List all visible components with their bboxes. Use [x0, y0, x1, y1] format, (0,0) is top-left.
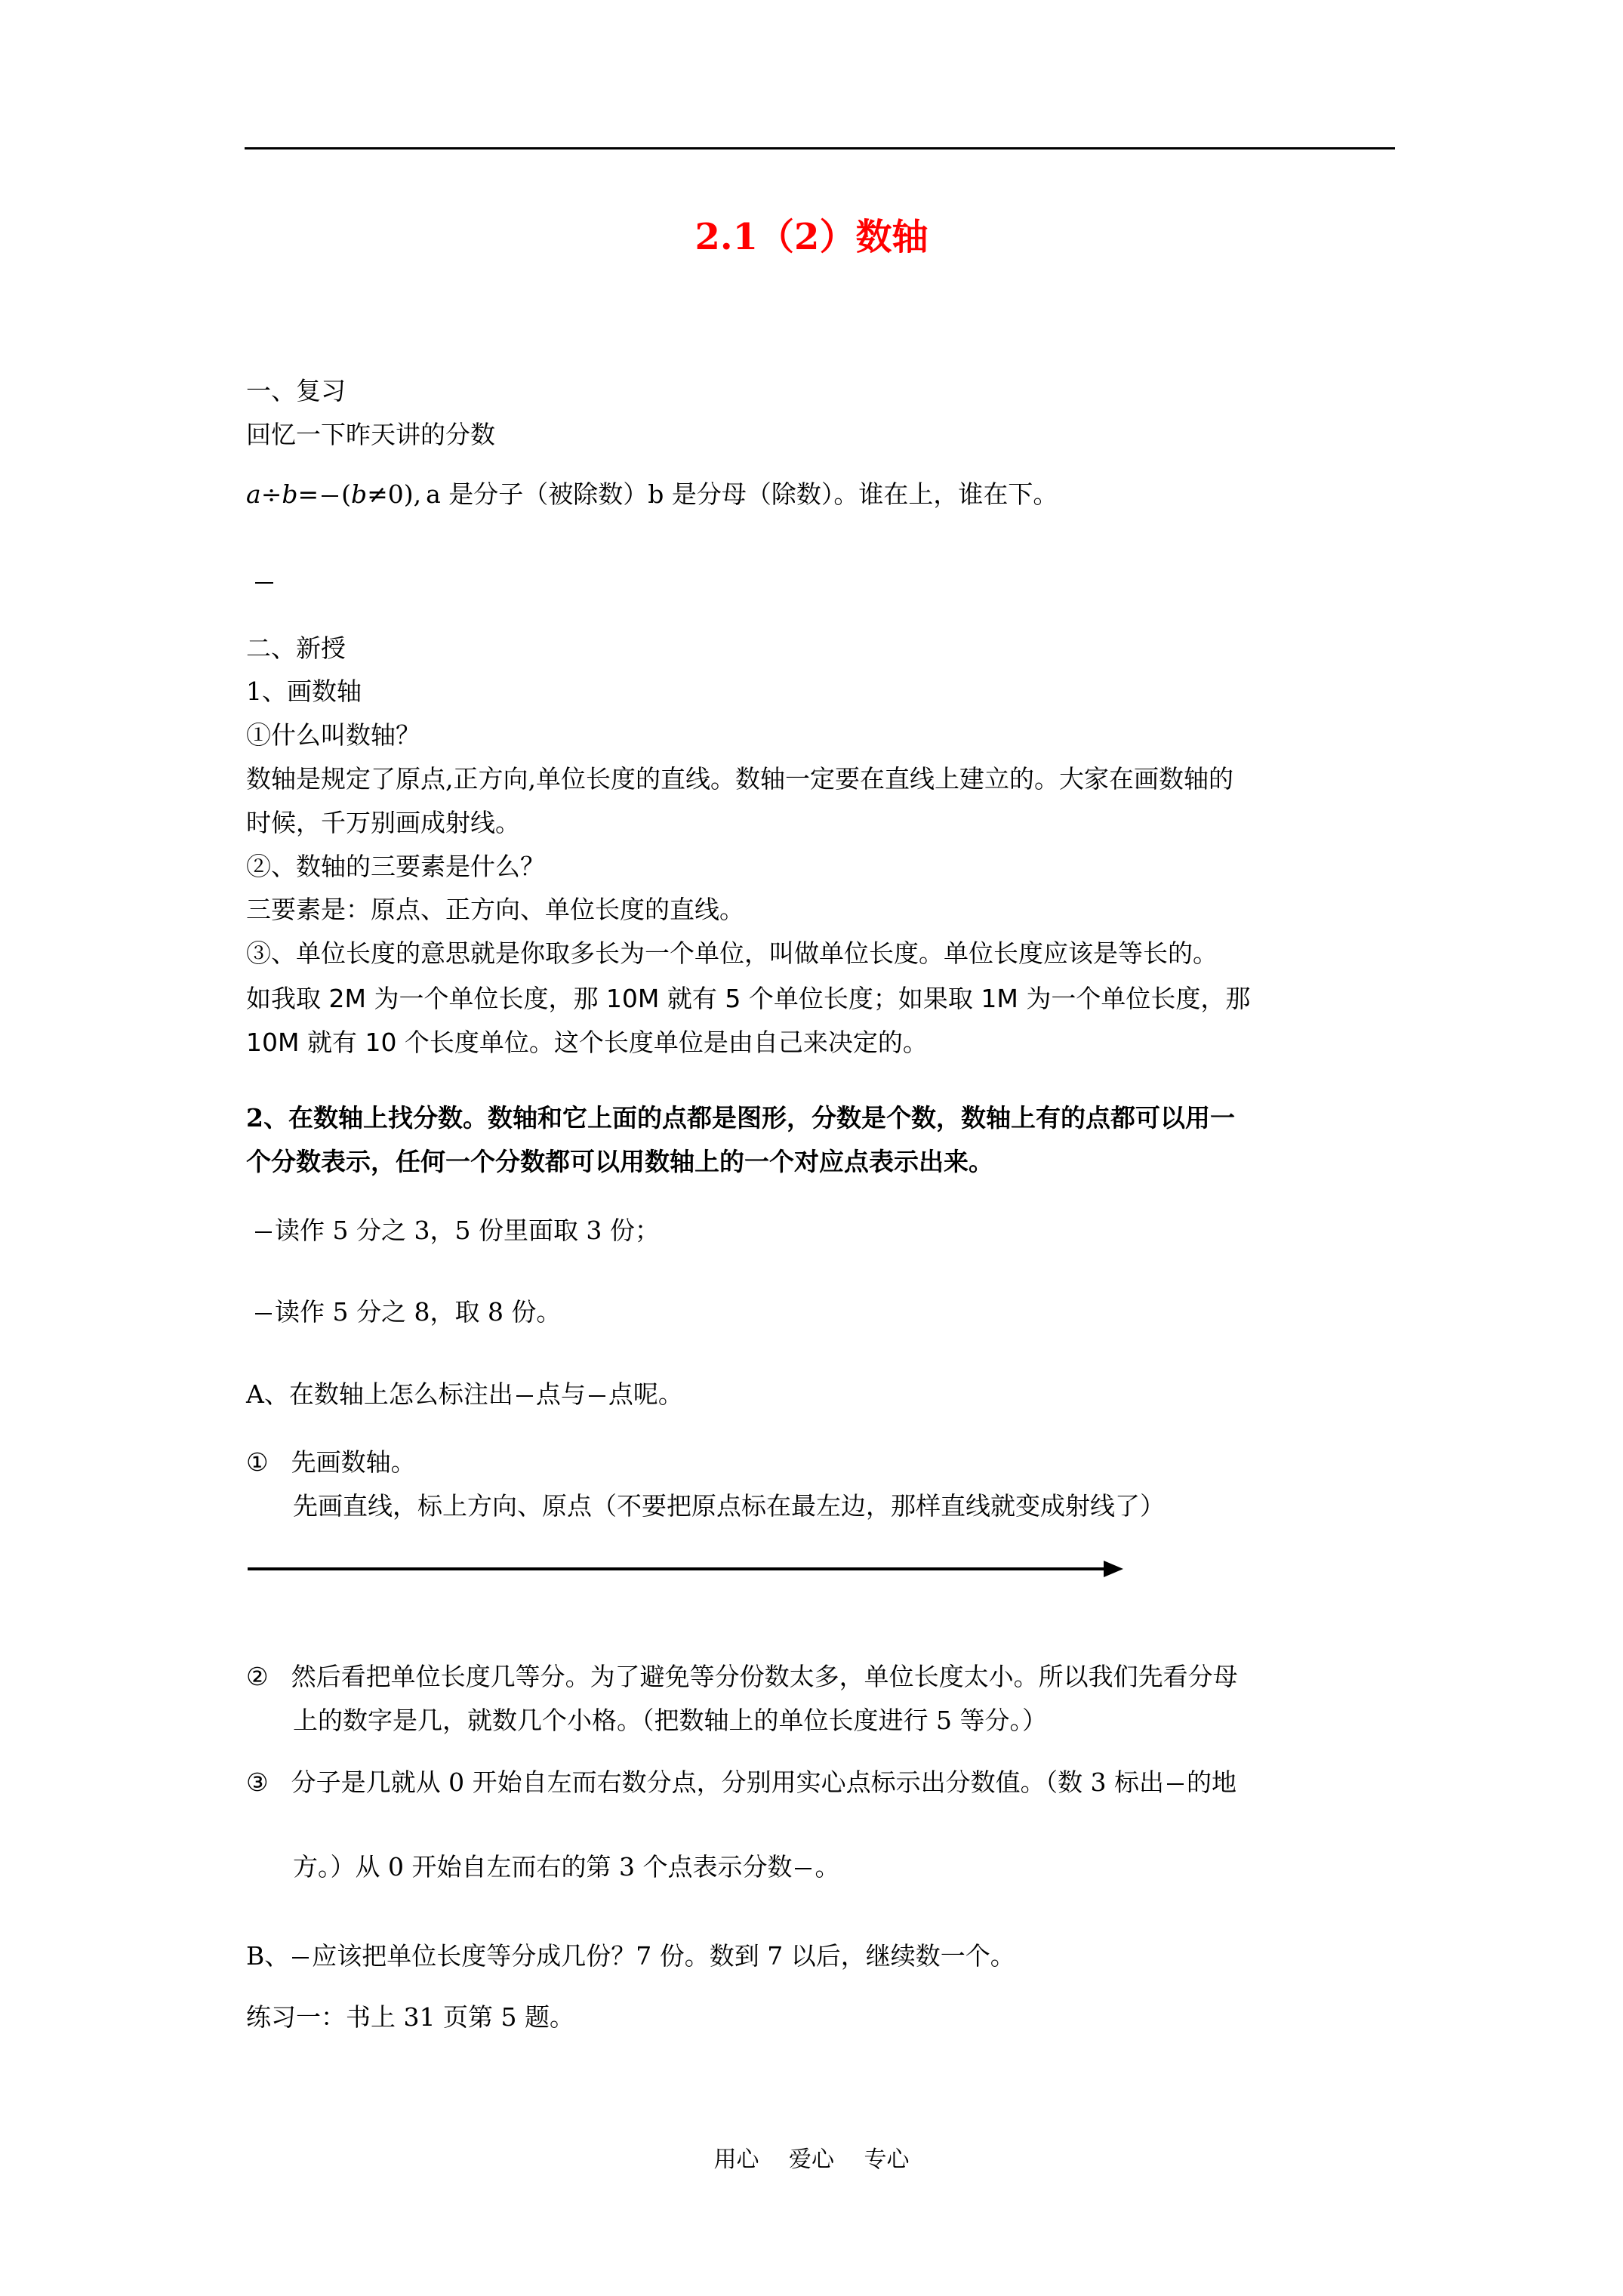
section-heading-new: 二、新授 — [246, 633, 346, 663]
recall-text: 回忆一下昨天讲的分数 — [246, 420, 495, 449]
step-3-text-2a: 方。）从 0 开始自左而右的第 3 个点表示分数 — [293, 1852, 793, 1881]
fraction-formula — [246, 479, 1058, 509]
number-axis-line — [248, 1567, 1108, 1570]
page-footer: 用心 爱心 专心 — [713, 2147, 910, 2173]
step-3-number: ③ — [246, 1767, 269, 1797]
step-1 — [246, 1447, 416, 1477]
formula-b: b — [282, 479, 298, 509]
part-a-mid: 点与 — [535, 1379, 586, 1409]
fraction-bar — [292, 1957, 309, 1959]
step-3-text-1b: 的地 — [1187, 1767, 1237, 1797]
fraction-bar — [255, 582, 273, 584]
step-1-text: 先画数轴。 — [291, 1447, 416, 1477]
step-2-line-2: 上的数字是几，就数几个小格。（把数轴上的单位长度进行 5 等分。） — [293, 1706, 1047, 1735]
step-2-number: ② — [246, 1662, 269, 1691]
unit-length-line-1: ③、单位长度的意思就是你取多长为一个单位，叫做单位长度。单位长度应该是等长的。 — [246, 938, 1218, 968]
formula-cond-rest: ≠0), — [367, 479, 422, 509]
formula-a: a — [246, 479, 261, 509]
three-elements-answer: 三要素是：原点、正方向、单位长度的直线。 — [246, 895, 744, 924]
item-find-fraction-line-2: 个分数表示，任何一个分数都可以用数轴上的一个对应点表示出来。 — [246, 1147, 993, 1176]
step-3-line-1 — [246, 1767, 1237, 1797]
fraction-bar — [589, 1395, 605, 1397]
read-fraction-2 — [246, 1297, 562, 1327]
part-b-suffix: 应该把单位长度等分成几份？7 份。数到 7 以后，继续数一个。 — [312, 1941, 1015, 1971]
step-1-detail: 先画直线，标上方向、原点（不要把原点标在最左边，那样直线就变成射线了） — [293, 1491, 1165, 1521]
page-title: 2.1（2）数轴 — [694, 216, 929, 258]
item-draw-axis: 1、画数轴 — [246, 676, 362, 706]
part-b-prefix: B、 — [246, 1941, 290, 1971]
fraction-bar — [322, 495, 338, 497]
step-3-text-2b: 。 — [815, 1852, 840, 1881]
fraction-bar — [516, 1395, 533, 1397]
fraction-bar — [795, 1868, 812, 1869]
unit-length-line-3: 10M 就有 10 个长度单位。这个长度单位是由自己来决定的。 — [246, 1028, 928, 1057]
read-fraction-1 — [246, 1218, 660, 1243]
unit-length-line-2: 如我取 2M 为一个单位长度，那 10M 就有 5 个单位长度；如果取 1M 为一个单位长度，那 — [246, 984, 1251, 1013]
step-2-text-1: 然后看把单位长度几等分。为了避免等分份数太多，单位长度太小。所以我们先看分母 — [291, 1662, 1238, 1691]
exercise-text: 练习一：书上 31 页第 5 题。 — [246, 2002, 574, 2032]
question-three-elements: ②、数轴的三要素是什么？ — [246, 852, 545, 881]
step-3-text-1a: 分子是几就从 0 开始自左而右数分点，分别用实心点标示出分数值。（数 3 标出 — [291, 1767, 1165, 1797]
part-b-question — [246, 1941, 1015, 1971]
fraction-bar — [255, 1313, 272, 1314]
read-text-2: 读作 5 分之 8，取 8 份。 — [275, 1297, 562, 1327]
part-a-question — [246, 1379, 683, 1409]
formula-div: ÷ — [260, 479, 282, 509]
formula-explain: a 是分子（被除数）b 是分母（除数）。谁在上，谁在下。 — [426, 479, 1058, 509]
header-rule — [245, 147, 1395, 149]
part-a-prefix: A、在数轴上怎么标注出 — [246, 1379, 513, 1409]
step-1-number: ① — [246, 1447, 269, 1477]
formula-cond-open: ( — [341, 479, 351, 509]
step-2-line-1 — [246, 1664, 1238, 1689]
definition-line-1: 数轴是规定了原点,正方向,单位长度的直线。数轴一定要在直线上建立的。大家在画数轴的 — [246, 764, 1233, 794]
section-heading-review: 一、复习 — [246, 376, 346, 405]
read-text-1: 读作 5 分之 3，5 份里面取 3 份； — [275, 1216, 660, 1245]
part-a-suffix: 点呢。 — [608, 1379, 683, 1409]
formula-eq: = — [297, 479, 319, 509]
fraction-bar — [1167, 1783, 1184, 1785]
definition-line-2: 时候，千万别画成射线。 — [246, 808, 520, 837]
axis-arrow-icon — [1104, 1561, 1123, 1577]
item-find-fraction-line-1: 2、在数轴上找分数。数轴和它上面的点都是图形，分数是个数，数轴上有的点都可以用一 — [246, 1103, 1235, 1133]
step-3-line-2 — [293, 1854, 839, 1879]
fraction-bar — [255, 1231, 272, 1233]
formula-cond-b: b — [351, 479, 368, 509]
question-what-is-axis: ①什么叫数轴？ — [246, 720, 420, 750]
